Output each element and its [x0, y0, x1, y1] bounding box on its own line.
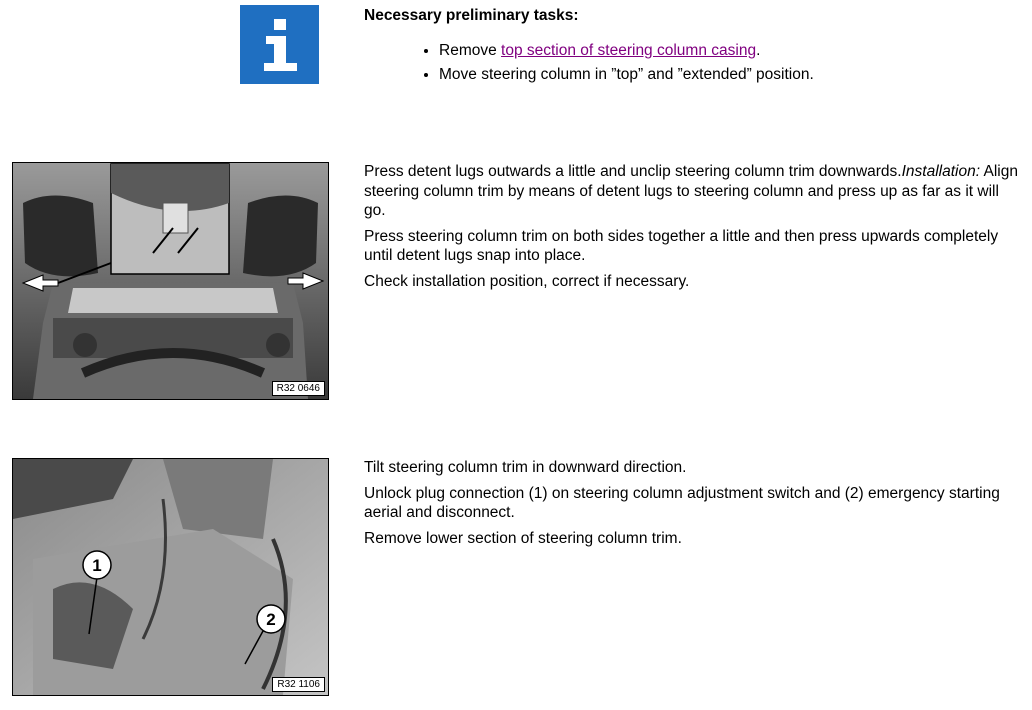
figure-steering-column-trim-clips — [12, 162, 329, 400]
info-icon — [240, 5, 319, 84]
instruction-text: Remove lower section of steering column trim. — [364, 529, 682, 547]
callout-1: 1 — [92, 556, 102, 575]
installation-label: Installation: — [901, 163, 981, 180]
steering-column-casing-link[interactable]: top section of steering column casing — [501, 42, 757, 59]
instruction-text: Press steering column trim on both sides together a little and then press upwards completely until detent lugs snap into place. — [364, 227, 999, 264]
preliminary-tasks — [364, 6, 1024, 87]
list-item: • Move steering column in ”top” and ”extended” position. — [439, 63, 1024, 87]
step-2-instructions — [364, 458, 1024, 554]
step-1-instructions — [364, 162, 1024, 297]
instruction-text: Check installation position, correct if necessary. — [364, 272, 690, 290]
instruction-text: Press detent lugs outwards a little and unclip steering column trim downwards.Installation: Align steering column trim by means of detent lugs to steering column and press up as far as it will go. — [364, 163, 1018, 219]
instruction-text: Unlock plug connection (1) on steering column adjustment switch and (2) emergency starting aerial and disconnect. — [364, 484, 1000, 521]
preliminary-title: Necessary preliminary tasks: — [364, 7, 579, 24]
instruction-text: Tilt steering column trim in downward direction. — [364, 459, 687, 476]
callout-2: 2 — [266, 610, 276, 629]
preliminary-list — [364, 39, 1024, 87]
figure-plug-connections — [12, 458, 329, 696]
figure-caption: R32 0646 — [272, 381, 325, 396]
list-item: • Remove top section of steering column casing. — [439, 39, 1024, 63]
figure-caption: R32 1106 — [272, 677, 325, 692]
